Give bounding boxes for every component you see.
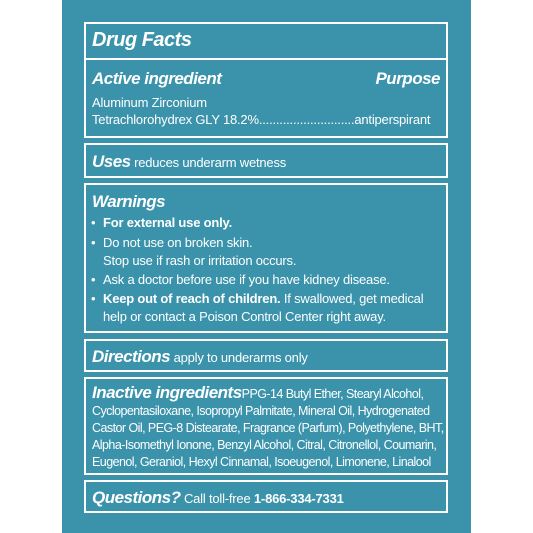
questions-text: Call toll-free (183, 491, 254, 506)
uses-heading: Uses (92, 152, 131, 171)
uses-text: reduces underarm wetness (134, 155, 287, 170)
warnings-heading: Warnings (92, 192, 166, 211)
questions-heading: Questions? (92, 488, 181, 507)
bullet-icon: • (91, 291, 96, 306)
bullet-icon: • (91, 272, 96, 287)
directions-row (92, 346, 308, 368)
directions-text: apply to underarms only (173, 350, 308, 365)
purpose-value: antiperspirant (354, 112, 431, 127)
inactive-line-1 (92, 382, 423, 404)
inactive-line-2: Cyclopentasiloxane, Isopropyl Palmitate, Mineral Oil, Hydrogenated (92, 404, 430, 418)
questions-box (84, 480, 448, 513)
bullet-icon: • (91, 215, 96, 230)
warning-item-1 (103, 215, 232, 230)
warning-item-2: Do not use on broken skin. (103, 235, 253, 250)
warning-item-3: Ask a doctor before use if you have kidney disease. (103, 272, 390, 287)
phone-number: 1-866-334-7331 (253, 491, 344, 506)
uses-row (92, 151, 286, 173)
bullet-icon: • (91, 235, 96, 250)
warning-item-4-text: If swallowed, get medical (280, 291, 424, 306)
warning-item-4-bold: Keep out of reach of children. (103, 291, 281, 306)
leader-dots: ............................ (258, 112, 355, 127)
warning-item-4 (103, 291, 423, 306)
inactive-line-3: Castor Oil, PEG-8 Distearate, Fragrance (Parfum), Polyethylene, BHT, (92, 421, 444, 435)
ingredient-line-2 (92, 112, 430, 127)
inactive-line-4: Alpha-Isomethyl Ionone, Benzyl Alcohol, Citral, Citronellol, Coumarin, (92, 438, 437, 452)
inactive-text-1: PPG-14 Butyl Ether, Stearyl Alcohol, (241, 387, 424, 401)
warning-item-4-line2: help or contact a Poison Control Center right away. (103, 309, 386, 324)
inactive-ingredients-box (84, 377, 448, 475)
warning-item-2-line2: Stop use if rash or irritation occurs. (103, 253, 297, 268)
inactive-line-5: Eugenol, Geraniol, Hexyl Cinnamal, Isoeugenol, Limonene, Linalool (92, 455, 431, 469)
directions-heading: Directions (92, 347, 171, 366)
purpose-heading: Purpose (375, 69, 440, 88)
title-divider (86, 58, 446, 60)
questions-row (92, 487, 344, 509)
ingredient-line-1: Aluminum Zirconium (92, 95, 207, 110)
directions-box (84, 339, 448, 372)
ingredient-name: Tetrachlorohydrex GLY 18.2% (92, 112, 259, 127)
warning-item-1-bold: For external use only. (103, 215, 233, 230)
warnings-box (84, 183, 448, 333)
inactive-heading: Inactive ingredients (92, 383, 242, 402)
uses-box (84, 143, 448, 178)
active-ingredient-box (84, 22, 448, 138)
drug-facts-title: Drug Facts (92, 29, 192, 51)
active-ingredient-heading: Active ingredient (92, 69, 222, 88)
